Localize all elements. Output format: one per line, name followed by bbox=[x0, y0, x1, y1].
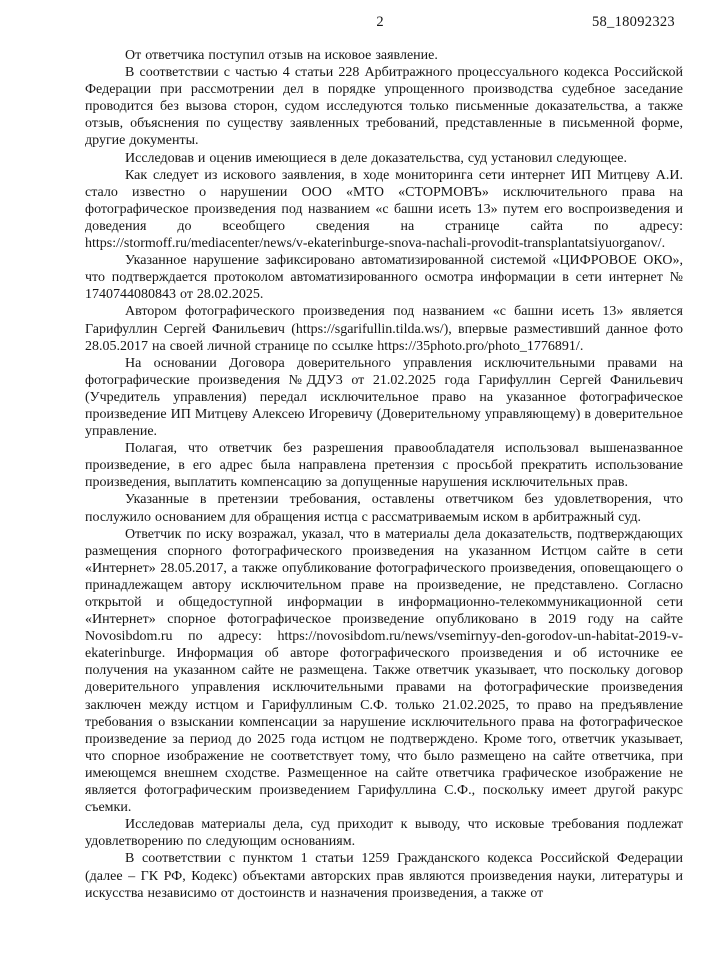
paragraph: Ответчик по иску возражал, указал, что в материалы дела доказательств, подтверждающих размещения спорного фотографического произведения на указанном Истцом сайте в сети «Интернет» 28.05.2017, а также опубликование фотографического произведения, оповещающего о принадлежащем автору исключительном праве на произведение, не представлено. Согласно открытой и общедоступной информации в информационно-телекоммуникационной сети «Интернет» спорное фотографическое произведение опубликовано в 2019 году на сайте Novosibdom.ru по адресу: https://novosibdom.ru/news/vsemirnyy-den-gorodov-un-habitat-2019-v-ekaterinburge. Информация об авторе фотографического произведения и об источнике ее получения на указанном сайте не размещена. Также ответчик указывает, что поскольку договор доверительного управления исключительными правами на фотографические произведения заключен между истцом и Гарифуллиным С.Ф. только 21.02.2025, то право на предъявление требования о взыскании компенсации за нарушение исключительного права на фотографическое произведение за период до 2025 года истцом не подтверждено. Кроме того, ответчик указывает, что спорное изображение не соответствует тому, что было размещено на сайте ответчика, при имеющемся внешнем сходстве. Размещенное на сайте ответчика графическое изображение не является фотографическим произведением Гарифуллина С.Ф., поскольку имеет другой ракурс съемки. bbox=[85, 526, 683, 816]
paragraph: Исследовав и оценив имеющиеся в деле доказательства, суд установил следующее. bbox=[125, 150, 627, 166]
page-header bbox=[85, 14, 683, 31]
paragraph: Указанное нарушение зафиксировано автоматизированной системой «ЦИФРОВОЕ ОКО», что подтверждается протоколом автоматизированного осмотра информации в сети интернет № 1740744080843 от 28.02.2025. bbox=[85, 253, 683, 303]
document-body bbox=[85, 47, 683, 902]
paragraph: Исследовав материалы дела, суд приходит к выводу, что исковые требования подлежат удовлетворению по следующим основаниям. bbox=[85, 817, 683, 850]
paragraph: На основании Договора доверительного управления исключительными правами на фотографические произведения №ДДУ3 от 21.02.2025 года Гарифуллин Сергей Фанильевич (Учредитель управления) передал исключительное право на указанное фотографическое произведение ИП Митцеву Алексею Игоревичу (Доверительному управляющему) в доверительное управление. bbox=[85, 355, 683, 440]
page-number: 2 bbox=[376, 14, 384, 30]
case-number: 58_18092323 bbox=[591, 14, 675, 30]
paragraph: В соответствии с пунктом 1 статьи 1259 Гражданского кодекса Российской Федерации (далее – ГК РФ, Кодекс) объектами авторских прав являются произведения науки, литературы и искусства независимо от достоинств и назначения произведения, а также от bbox=[85, 851, 683, 901]
paragraph: Как следует из искового заявления, в ходе мониторинга сети интернет ИП Митцеву А.И. стало известно о нарушении ООО «МТО «СТОРМОВЪ» исключительного права на фотографическое произведения под названием «с башни исеть 13» путем его воспроизведения и доведения до всеобщего сведения на странице сайта по адресу: https://stormoff.ru/mediacenter/news/v-ekaterinburge-snova-nachali-provodit-transplantatsiyuorganov/. bbox=[85, 167, 683, 252]
paragraph: Указанные в претензии требования, оставлены ответчиком без удовлетворения, что послужило основанием для обращения истца с рассматриваемым иском в арбитражный суд. bbox=[85, 492, 683, 525]
paragraph: Автором фотографического произведения под названием «с башни исеть 13» является Гарифуллин Сергей Фанильевич (https://sgarifullin.tilda.ws/), впервые разместивший данное фото 28.05.2017 на своей личной странице по ссылке https://35photo.pro/photo_1776891/. bbox=[85, 304, 683, 354]
paragraph: Полагая, что ответчик без разрешения правообладателя использовал вышеназванное произведение, в его адрес была направлена претензия с просьбой прекратить использование произведения, выплатить компенсацию за допущенные нарушения исключительных прав. bbox=[85, 441, 683, 491]
paragraph: В соответствии с частью 4 статьи 228 Арбитражного процессуального кодекса Российской Федерации при рассмотрении дел в порядке упрощенного производства судебное заседание проводится без вызова сторон, судом исследуются только письменные доказательства, а также отзыв, объяснения по существу заявленных требований, представленные в письменной форме, другие документы. bbox=[85, 65, 683, 149]
paragraph: От ответчика поступил отзыв на исковое заявление. bbox=[125, 48, 438, 63]
